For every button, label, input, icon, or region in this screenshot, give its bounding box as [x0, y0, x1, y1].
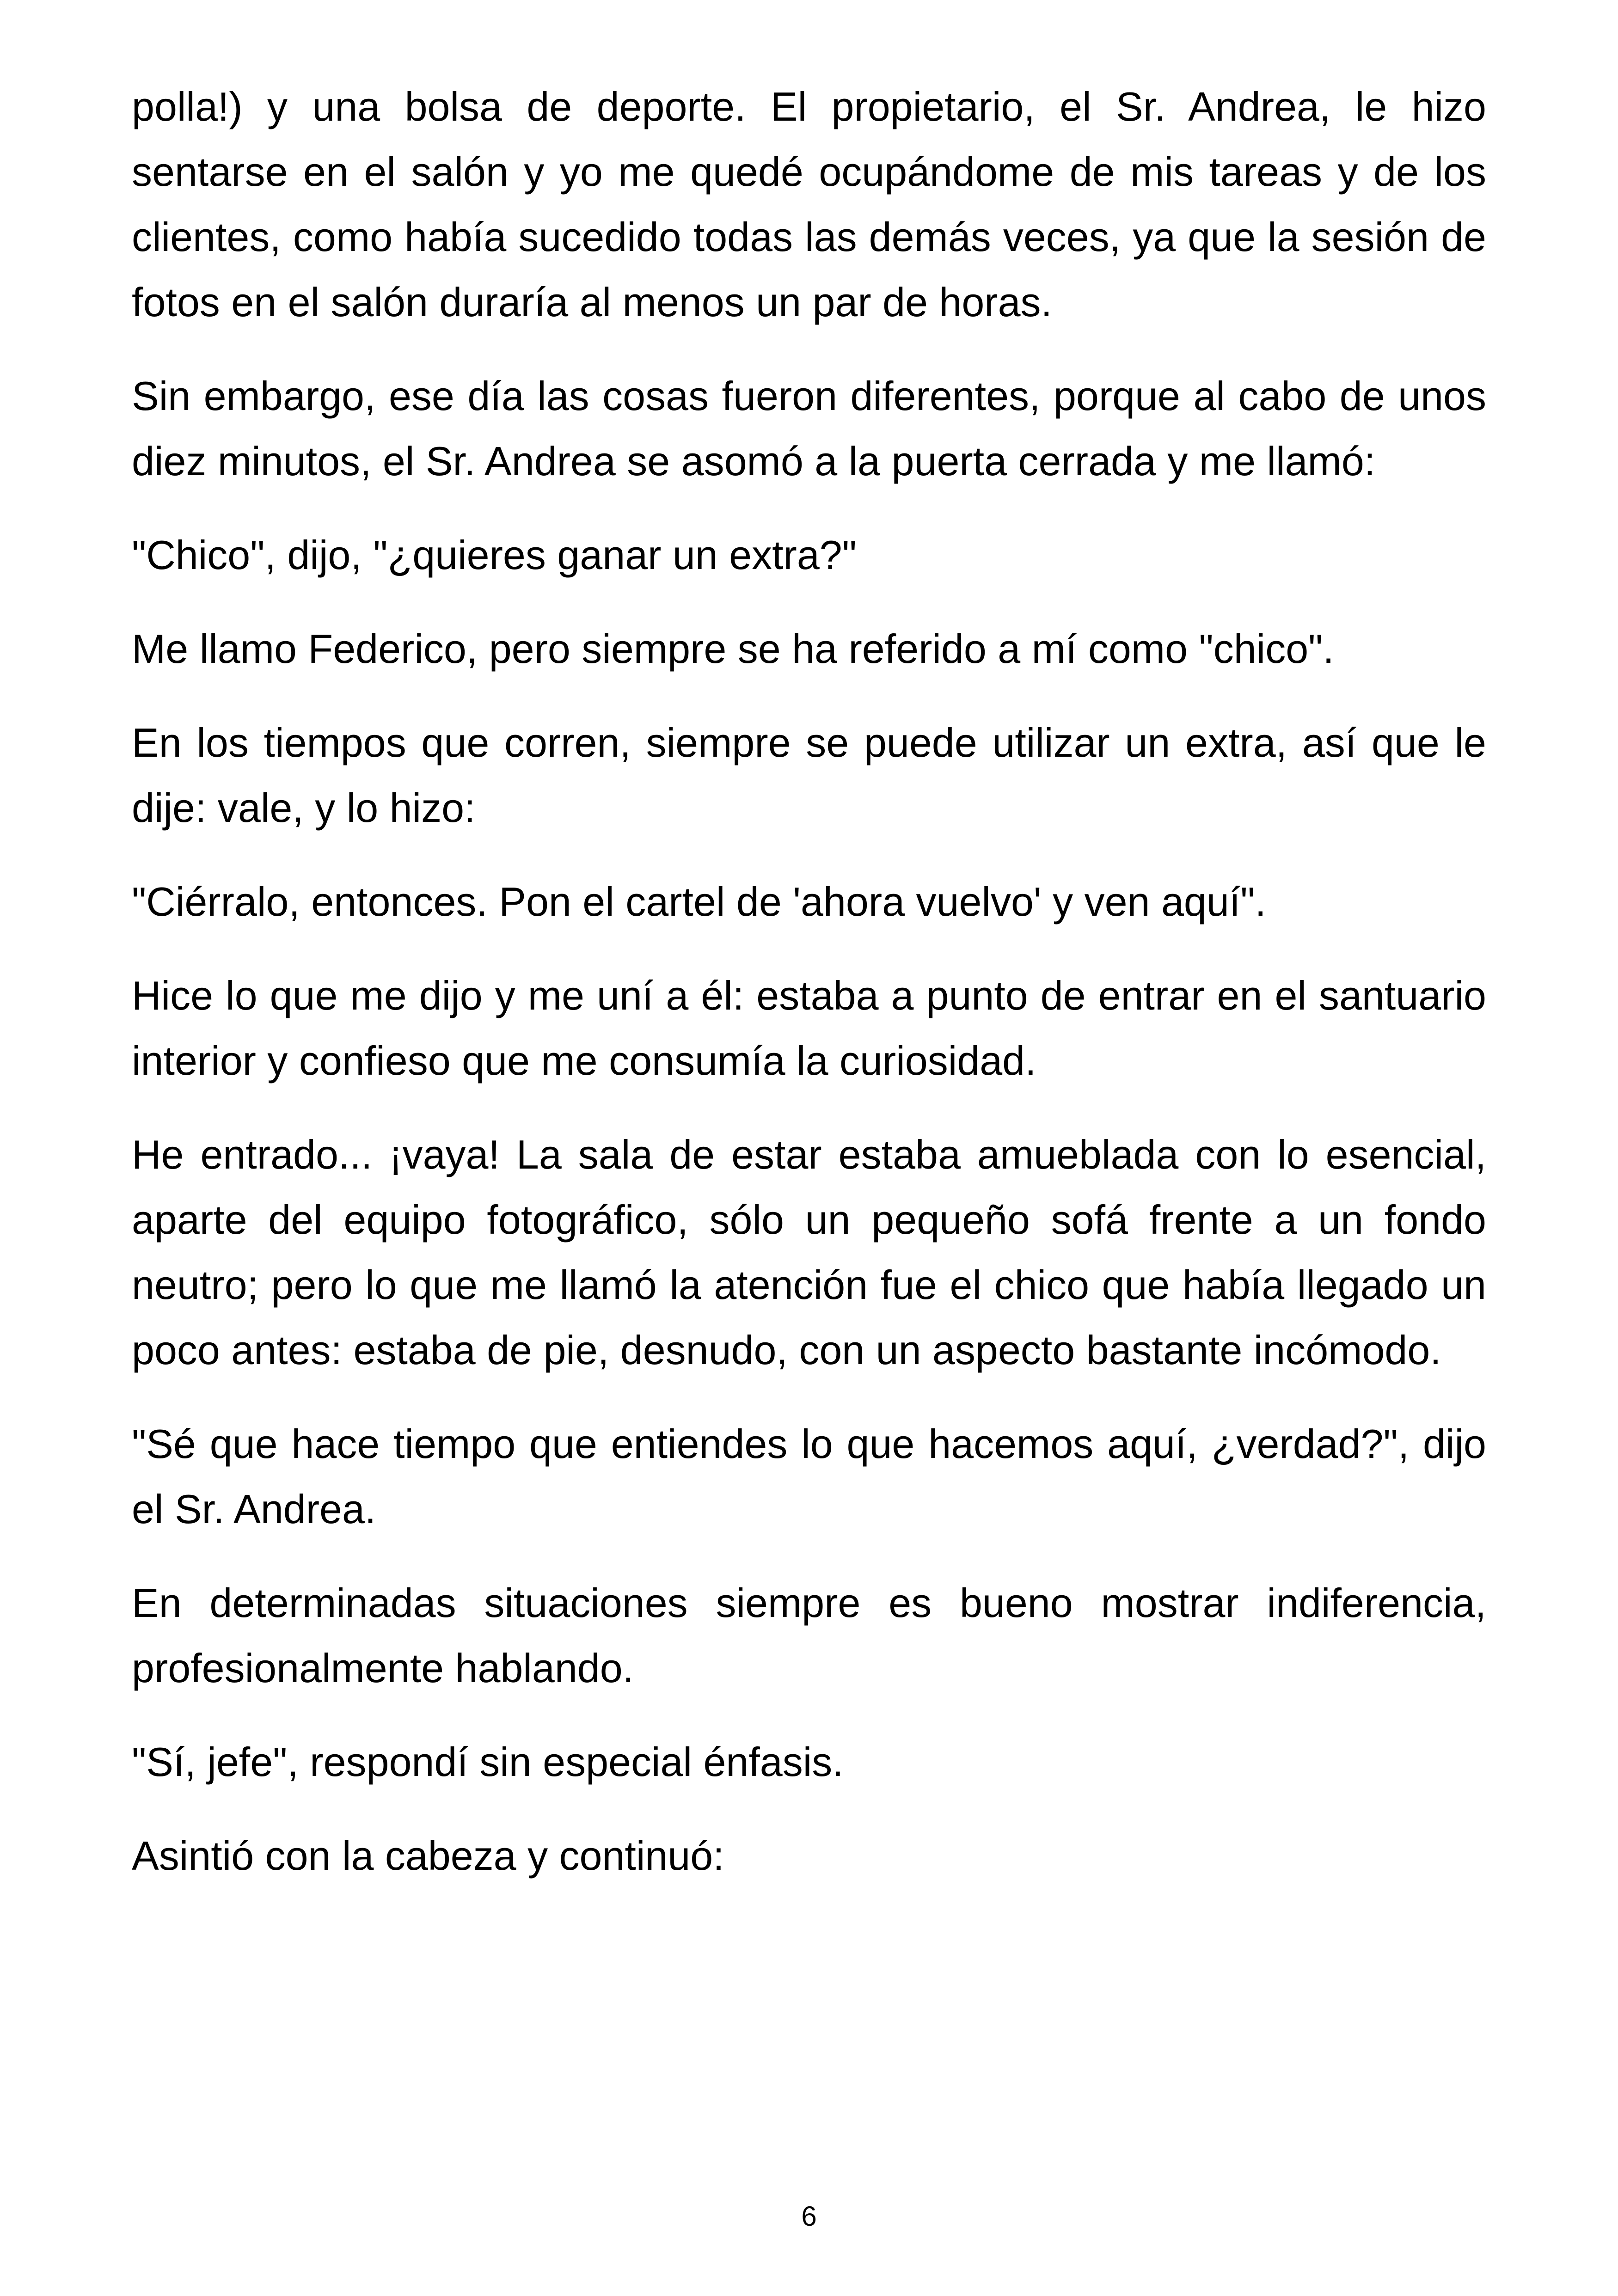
body-text [132, 74, 1486, 1917]
paragraph: En determinadas situaciones siempre es bueno mostrar indiferencia, profesionalmente hablando. [132, 1580, 1486, 1691]
paragraph: Me llamo Federico, pero siempre se ha referido a mí como "chico". [132, 626, 1334, 672]
page-number: 6 [801, 2201, 817, 2232]
paragraph: Sin embargo, ese día las cosas fueron diferentes, porque al cabo de unos diez minutos, el Sr. Andrea se asomó a la puerta cerrada y me llamó: [132, 373, 1486, 484]
paragraph: "Sí, jefe", respondí sin especial énfasis. [132, 1739, 844, 1785]
paragraph: En los tiempos que corren, siempre se puede utilizar un extra, así que le dije: vale, y lo hizo: [132, 720, 1486, 831]
paragraph: "Chico", dijo, "¿quieres ganar un extra?" [132, 532, 857, 578]
paragraph: Hice lo que me dijo y me uní a él: estaba a punto de entrar en el santuario interior y confieso que me consumía la curiosidad. [132, 973, 1486, 1084]
paragraph: "Sé que hace tiempo que entiendes lo que hacemos aquí, ¿verdad?", dijo el Sr. Andrea. [132, 1421, 1486, 1532]
paragraph: polla!) y una bolsa de deporte. El propietario, el Sr. Andrea, le hizo sentarse en el salón y yo me quedé ocupándome de mis tareas y de los clientes, como había sucedido todas las demás veces, ya que la sesión de fotos en el salón duraría al menos un par de horas. [132, 84, 1486, 325]
paragraph: He entrado... ¡vaya! La sala de estar estaba amueblada con lo esencial, aparte del equipo fotográfico, sólo un pequeño sofá frente a un fondo neutro; pero lo que me llamó la atención fue el chico que había llegado un poco antes: estaba de pie, desnudo, con un aspecto bastante incómodo. [132, 1132, 1486, 1373]
paragraph: "Ciérralo, entonces. Pon el cartel de 'ahora vuelvo' y ven aquí". [132, 879, 1266, 925]
paragraph: Asintió con la cabeza y continuó: [132, 1833, 724, 1879]
